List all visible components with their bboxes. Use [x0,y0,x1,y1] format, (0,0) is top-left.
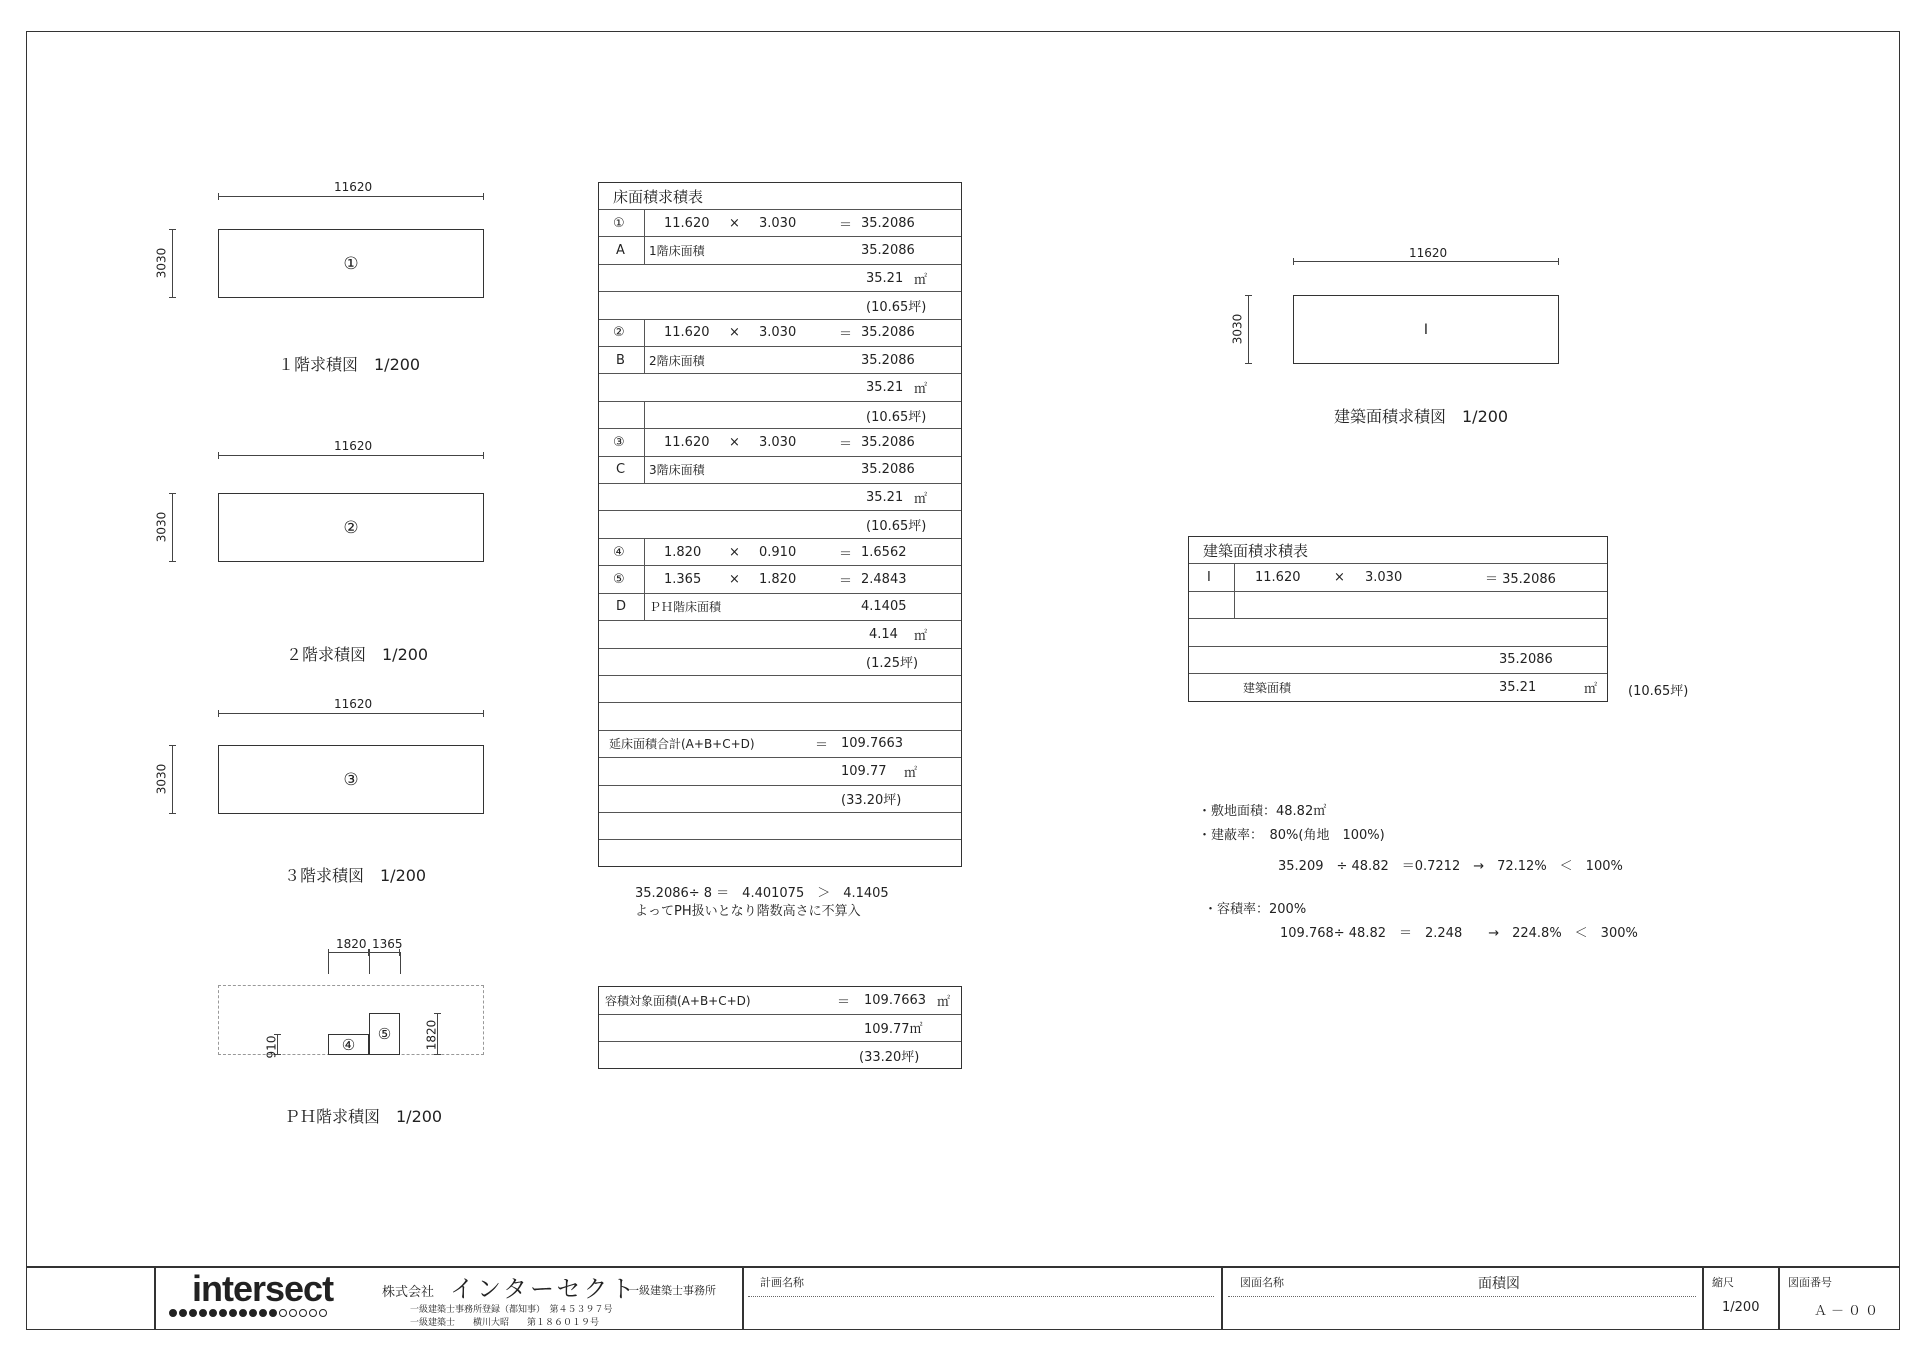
row-label: 延床面積合計(A+B+C+D) [609,737,755,752]
drawing-frame [26,31,1900,1330]
dimension-a [328,952,369,953]
coverage-note: ・建蔽率： 80%(角地 100%) [1198,828,1385,843]
floor-rect [1293,295,1559,364]
table-row [599,539,961,566]
logo-dot [309,1309,317,1317]
table-row [599,731,961,758]
logo-dot [289,1309,297,1317]
row-value: (33.20坪) [841,793,902,809]
ext-line [328,952,329,974]
ext-line [369,952,370,974]
row-value: 1.6562 [861,544,907,560]
logo-dot [259,1309,267,1317]
building-area-tsubo: (10.65坪) [1628,684,1689,699]
table-body [599,210,961,868]
unit: ㎡ [914,628,928,644]
row-value: 35.21 [866,270,904,286]
factor-b: 3.030 [1365,569,1403,585]
table-row [599,511,961,538]
equals: ＝ [837,994,851,1010]
column-divider [644,457,645,483]
row-value: 109.7663 [841,736,904,752]
table-row [599,1015,961,1043]
width-dimension [218,713,484,714]
equals: ＝ [839,573,853,589]
logo-dot [209,1309,217,1317]
company-logo: intersect [192,1268,334,1309]
height-label: 3030 [154,247,169,279]
row-label: 2階床面積 [649,353,705,368]
row-value: (10.65坪) [866,519,927,535]
table-title-row [1189,537,1607,564]
table-row [599,457,961,484]
row-mark: D [616,599,627,615]
coverage-calc: 35.209 ÷ 48.82 ＝0.7212 → 72.12% ＜ 100% [1278,859,1623,874]
table-row [1189,619,1607,647]
table-row [599,1042,961,1070]
row-mark: ⑤ [613,571,625,587]
ph-note-line2: よってPH扱いとなり階数高さに不算入 [635,904,861,919]
height-dimension [172,229,173,298]
operator: × [729,434,740,450]
table-row [599,566,961,593]
column-divider [644,402,645,428]
column-divider [644,566,645,592]
equals: ＝ [839,546,853,562]
row-mark: ④ [613,544,625,560]
column-divider [644,210,645,236]
plan-caption: ＰＨ階求積図 1/200 [284,1107,443,1126]
table-row [599,621,961,648]
table-title: 建築面積求積表 [1203,541,1309,560]
table-row [599,703,961,730]
divider [1221,1266,1223,1330]
logo-dot [249,1309,257,1317]
row-value: (1.25坪) [866,656,919,672]
row-value: 35.21 [866,489,904,505]
column-divider [644,429,645,455]
building-area-table [1188,536,1608,702]
column-divider [644,320,645,346]
dotted-line [1228,1296,1696,1297]
sum-value: 35.2086 [1499,652,1553,668]
factor-a: 11.620 [664,325,710,341]
table-row [599,594,961,621]
unit: ㎡ [914,491,928,507]
width-label: 11620 [334,439,373,453]
operator: × [729,325,740,341]
plan-caption: 建築面積求積図 1/200 [1334,407,1509,426]
row-mark: A [616,243,625,259]
table-row [599,786,961,813]
unit: ㎡ [914,382,928,398]
row-value: 4.14 [869,626,898,642]
table-row [1189,592,1607,620]
height-label: 3030 [154,763,169,795]
logo-dot [199,1309,207,1317]
table-row [599,347,961,374]
table-row [599,265,961,292]
row-value: 35.2086 [861,434,915,450]
company-prefix: 株式会社 [382,1285,435,1300]
dim-b-label: 1365 [372,937,403,951]
row-value: 35.2086 [861,243,915,259]
logo-dot [269,1309,277,1317]
operator: × [729,571,740,587]
row-label: 1階床面積 [649,244,705,259]
width-dimension [218,196,484,197]
table-row [599,237,961,264]
plan-caption: ２階求積図 1/200 [286,645,429,664]
logo-dot [239,1309,247,1317]
far-calc: 109.768÷ 48.82 ＝ 2.248 → 224.8% ＜ 300% [1280,926,1638,941]
factor-b: 3.030 [759,325,797,341]
equals: ＝ [839,217,853,233]
factor-b: 3.030 [759,434,797,450]
height-label: 3030 [154,511,169,543]
column-divider [644,347,645,373]
row-value: 35.2086 [861,325,915,341]
volume-label: 容積対象面積(A+B+C+D) [605,993,751,1008]
project-label: 計画名称 [760,1276,804,1289]
row-value: 2.4843 [861,571,907,587]
table-row [599,649,961,676]
dimension-b [369,952,400,953]
column-divider [644,237,645,263]
table-row [1189,564,1607,592]
factor-a: 1.820 [664,544,702,560]
area-mark: I [1423,321,1429,338]
table-row [599,210,961,237]
divider [742,1266,744,1330]
height-dimension [172,493,173,562]
ext-line [400,952,401,974]
company-suffix: 一級建築士事務所 [628,1284,716,1297]
logo-dot [189,1309,197,1317]
logo-dot [219,1309,227,1317]
row-mark: ③ [613,434,625,450]
logo-dot [169,1309,177,1317]
logo-dot [319,1309,327,1317]
table-row [599,484,961,511]
row-value: 35.2086 [861,462,915,478]
height-label: 3030 [1230,313,1245,345]
equals: ＝ [839,327,853,343]
row-mark: ② [613,325,625,341]
operator: × [729,544,740,560]
divider [1702,1266,1704,1330]
volume-value: 109.7663 [864,992,927,1008]
factor-b: 3.030 [759,215,797,231]
area-mark: ④ [341,1035,356,1054]
table-row [599,402,961,429]
dotted-line [748,1296,1214,1297]
row-value: 4.1405 [861,599,907,615]
floor-rect [218,229,484,298]
column-divider [1234,592,1235,619]
factor-a: 11.620 [664,434,710,450]
area-mark: ③ [343,769,359,790]
floor-rect [218,493,484,562]
volume-rounded: 109.77㎡ [864,1022,923,1038]
table-title: 床面積求積表 [613,187,704,206]
column-divider [644,594,645,620]
scale-label: 縮尺 [1712,1276,1734,1289]
plan-caption: １階求積図 1/200 [278,355,421,374]
factor-b: 1.820 [759,571,797,587]
unit: ㎡ [914,272,928,288]
volume-area-table [598,986,962,1069]
dim-h2-label: 1820 [424,1019,439,1051]
company-name: インターセクト [450,1275,638,1303]
floor-area-table [598,182,962,867]
row-value: 35.2086 [861,215,915,231]
ph-rect-5 [369,1013,400,1055]
area-mark: ② [343,517,359,538]
row-mark: I [1207,569,1211,585]
column-divider [644,539,645,565]
factor-b: 0.910 [759,544,797,560]
row-value: 35.2086 [861,352,915,368]
table-title-row [599,183,961,210]
site-area-note: ・敷地面積：48.82㎡ [1198,804,1327,819]
drawing-number: Ａ－００ [1814,1304,1883,1319]
row-value: 35.21 [866,380,904,396]
factor-a: 11.620 [1255,569,1301,585]
table-row [599,374,961,401]
drawing-label: 図面名称 [1240,1276,1284,1289]
logo-dot [279,1309,287,1317]
far-note: ・容積率：200% [1204,902,1307,917]
width-label: 11620 [1409,246,1448,260]
logo-dot [229,1309,237,1317]
factor-a: 1.365 [664,571,702,587]
registration-1: 一級建築士事務所登録（都知事） 第４５３９７号 [410,1305,613,1315]
height-dimension [1248,295,1249,364]
table-row [599,840,961,867]
divider [154,1266,156,1330]
registration-2: 一級建築士 横川大昭 第１８６０１９号 [410,1318,600,1328]
scale-value: 1/200 [1722,1300,1760,1315]
width-dimension [1293,261,1559,262]
result: ＝ 35.2086 [1485,571,1556,587]
dim-h1-label: 910 [264,1035,279,1059]
area-mark: ① [343,253,359,274]
unit: ㎡ [904,765,918,781]
row-value: (10.65坪) [866,409,927,425]
column-divider [1234,564,1235,591]
row-label: ＰＨ階床面積 [649,600,722,615]
building-area-label: 建築面積 [1243,681,1292,696]
operator: × [1334,569,1345,585]
unit: ㎡ [1584,682,1598,698]
row-value: (10.65坪) [866,299,927,315]
table-row [599,292,961,319]
factor-a: 11.620 [664,215,710,231]
divider [1778,1266,1780,1330]
table-row [599,758,961,785]
width-dimension [218,455,484,456]
drawing-name: 面積図 [1478,1276,1520,1292]
equals: ＝ [839,436,853,452]
area-mark: ⑤ [377,1025,392,1043]
row-value: 109.77 [841,763,887,779]
table-row [599,813,961,840]
row-mark: C [616,462,626,478]
floor-rect [218,745,484,814]
ph-note-line1: 35.2086÷ 8 ＝ 4.401075 ＞ 4.1405 [635,886,889,901]
operator: × [729,215,740,231]
table-row [1189,647,1607,675]
building-area-value: 35.21 [1499,680,1537,696]
table-row [599,987,961,1015]
logo-dots [169,1309,327,1317]
logo-dot [179,1309,187,1317]
logo-dot [299,1309,307,1317]
ph-rect-4 [328,1034,369,1055]
dim-a-label: 1820 [336,937,367,951]
table-row [1189,674,1607,702]
equals: ＝ [815,738,829,754]
plan-caption: ３階求積図 1/200 [284,866,427,885]
height-dimension [172,745,173,814]
volume-tsubo: (33.20坪) [859,1050,920,1066]
table-row [599,429,961,456]
row-mark: B [616,352,625,368]
drawing-number-label: 図面番号 [1788,1276,1832,1289]
unit: ㎡ [937,994,951,1010]
width-label: 11620 [334,180,373,194]
table-row [599,676,961,703]
table-row [599,320,961,347]
row-label: 3階床面積 [649,463,705,478]
width-label: 11620 [334,697,373,711]
row-mark: ① [613,215,625,231]
